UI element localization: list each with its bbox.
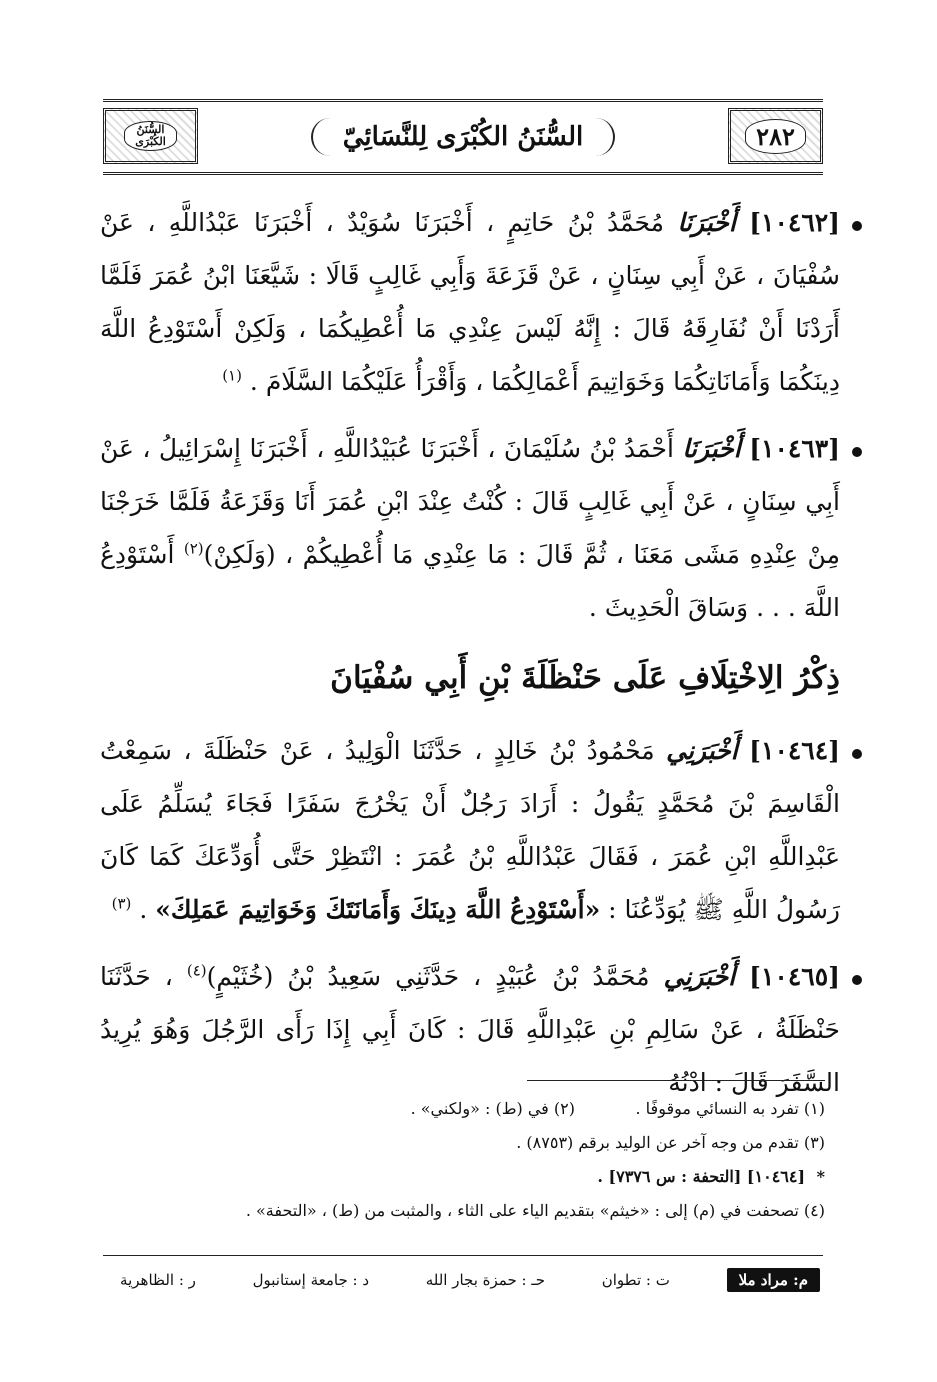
bullet-icon	[852, 975, 862, 985]
footnote-row	[105, 1092, 825, 1126]
hadith-10462	[100, 196, 840, 408]
hadith-opener: أَخْبَرَنِي	[663, 962, 736, 991]
legend-item-d: د : جامعة إستانبول	[252, 1271, 369, 1289]
footnote-ref[interactable]: (٢)	[183, 539, 204, 558]
footnote-tuhfa-text: [١٠٤٦٤] [التحفة : س ٧٣٧٦] .	[597, 1167, 806, 1186]
hadith-end: .	[139, 895, 156, 924]
bullet-icon	[852, 221, 862, 231]
legend-item-t: ت : تطوان	[601, 1271, 670, 1289]
seal-line-1: السُّنَنُ	[136, 123, 165, 136]
hadith-text-continued: أَسْتَوْدِعُ اللَّهَ . . . وَسَاقَ الْحَدِيثَ .	[100, 540, 840, 622]
page-header	[103, 99, 823, 175]
hadith-number: [١٠٤٦٣]	[749, 434, 841, 463]
hadith-opener: أَخْبَرَنَا	[677, 208, 736, 237]
section-heading: ذِكْرُ الِاخْتِلَافِ عَلَى حَنْظَلَةَ بْنِ أَبِي سُفْيَانَ	[330, 660, 840, 696]
hadith-number: [١٠٤٦٥]	[749, 962, 840, 991]
hadith-text: أَحْمَدُ بْنُ سُلَيْمَانَ ، أَخْبَرَنَا عُبَيْدُاللَّهِ ، أَخْبَرَنَا إِسْرَائِيلُ ، عَنْ أَبِي سِنَانٍ ، عَنْ أَبِي غَالِبٍ قَالَ : كُنْتُ عِنْدَ ابْنِ عُمَرَ أَنَا وَقَزَعَةُ فَلَمَّا خَرَجْنَا مِنْ عِنْدِهِ مَشَى مَعَنَا ، ثُمَّ قَالَ : مَا عِنْدِي مَا أُعْطِيكُمْ ، (وَلَكِنْ)	[100, 434, 840, 569]
footnote-2: (٢) في (ط) : «ولكني» .	[410, 1099, 575, 1118]
hadith-text-continued: ، حَدَّثَنَا حَنْظَلَةُ ، عَنْ سَالِمِ بْنِ عَبْدِاللَّهِ قَالَ : كَانَ أَبِي إِذَا رَأَى الرَّجُلَ وَهُوَ يُرِيدُ السَّفَرَ قَالَ : ادْنُهُ	[100, 962, 840, 1097]
page-number: ٢٨٢	[745, 119, 806, 154]
legend-item-h: حـ : حمزة بجار الله	[425, 1271, 546, 1289]
hadith-10463	[100, 422, 840, 634]
footnote-4: (٤) تصحفت في (م) إلى : «خيثم» بتقديم الياء على الثاء ، والمثبت من (ط) ، «التحفة» .	[245, 1201, 825, 1220]
asterisk-icon: *	[816, 1167, 825, 1186]
seal-line-2: الكُبْرَى	[135, 135, 166, 148]
footnote-1: (١) تفرد به النسائي موقوفًا .	[635, 1099, 825, 1118]
manuscript-legend	[120, 1268, 820, 1292]
seal-ornament	[103, 108, 198, 164]
hadith-opener: أَخْبَرَنِي	[666, 736, 738, 765]
hadith-10465	[100, 950, 840, 1109]
seal-logo	[124, 121, 176, 151]
book-title: السُّنَنُ الكُبْرَى لِلنَّسَائِيّ	[311, 118, 616, 156]
legend-badge: م: مراد ملا	[727, 1268, 820, 1292]
footnote-tuhfa	[105, 1160, 825, 1194]
hadith-quote: «أَسْتَوْدِعُ اللَّهَ دِينَكَ وَأَمَانَتَكَ وَخَوَاتِيمَ عَمَلِكَ»	[155, 895, 601, 924]
hadith-number: [١٠٤٦٢]	[749, 208, 841, 237]
legend-divider	[103, 1255, 823, 1256]
footnote-divider	[527, 1080, 825, 1081]
hadith-text: مُحَمَّدُ بْنُ حَاتِمٍ ، أَخْبَرَنَا سُوَيْدٌ ، أَخْبَرَنَا عَبْدُاللَّهِ ، عَنْ سُفْيَانَ ، عَنْ أَبِي سِنَانٍ ، عَنْ قَزَعَةَ وَأَبِي غَالِبٍ قَالَا : شَيَّعَنَا ابْنُ عُمَرَ فَلَمَّا أَرَدْنَا أَنْ نُفَارِقَهُ قَالَ : إِنَّهُ لَيْسَ عِنْدِي مَا أُعْطِيكُمَا ، وَلَكِنْ أَسْتَوْدِعُ اللَّهَ دِينَكُمَا وَأَمَانَاتِكُمَا وَخَوَاتِيمَ أَعْمَالِكُمَا ، وَأَقْرَأُ عَلَيْكُمَا السَّلَامَ .	[100, 208, 840, 396]
bullet-icon	[852, 447, 862, 457]
hadith-text: مَحْمُودُ بْنُ خَالِدٍ ، حَدَّثَنَا الْوَلِيدُ ، عَنْ حَنْظَلَةَ ، سَمِعْتُ الْقَاسِمَ بْنَ مُحَمَّدٍ يَقُولُ : أَرَادَ رَجُلٌ أَنْ يَخْرُجَ سَفَرًا فَجَاءَ يُسَلِّمُ عَلَى عَبْدِاللَّهِ ابْنِ عُمَرَ ، فَقَالَ عَبْدُاللَّهِ بْنُ عُمَرَ : انْتَظِرْ حَتَّى أُوَدِّعَكَ كَمَا كَانَ رَسُولُ اللَّهِ ﷺ يُوَدِّعُنَا :	[100, 736, 840, 924]
hadith-10464	[100, 724, 840, 936]
bullet-icon	[852, 749, 862, 759]
footnote-ref[interactable]: (٣)	[111, 894, 132, 913]
footnotes	[105, 1092, 825, 1228]
page-number-ornament	[728, 108, 823, 164]
hadith-opener: أَخْبَرَنَا	[682, 434, 741, 463]
hadith-text: مُحَمَّدُ بْنُ عُبَيْدٍ ، حَدَّثَنِي سَعِيدُ بْنُ (خُثَيْمٍ)	[206, 962, 650, 991]
hadith-number: [١٠٤٦٤]	[749, 736, 840, 765]
main-text	[100, 196, 840, 1123]
footnote-ref[interactable]: (٤)	[186, 961, 207, 980]
footnote-ref[interactable]: (١)	[222, 366, 242, 385]
legend-item-r: ر : الظاهرية	[120, 1271, 196, 1289]
footnote-3: (٣) تقدم من وجه آخر عن الوليد برقم (٨٧٥٣) .	[516, 1133, 825, 1152]
